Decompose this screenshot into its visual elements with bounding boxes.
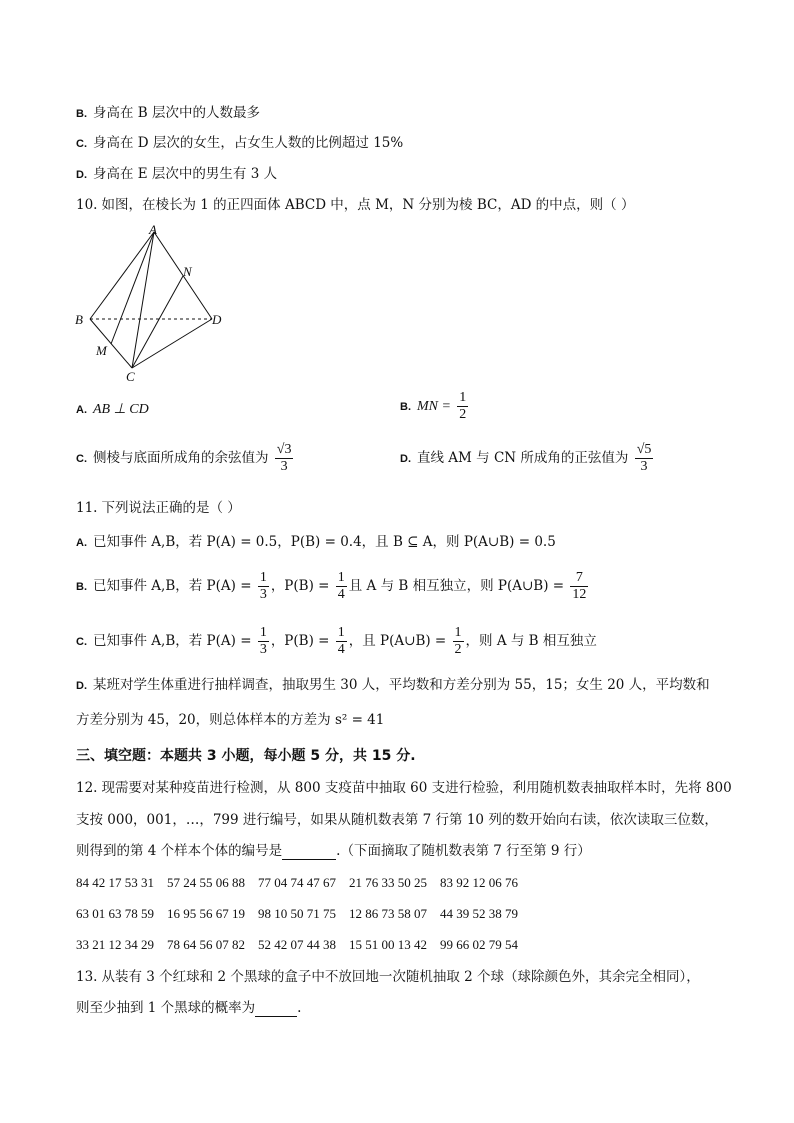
random-table-row: 63 01 63 78 59 16 95 56 67 19 98 10 50 71 75 12 86 73 58 07 44 39 52 38 79 xyxy=(76,906,518,921)
answer-blank[interactable] xyxy=(255,1016,297,1017)
question-number: 10. xyxy=(76,197,98,213)
vertex-label-b: B xyxy=(75,312,83,327)
question-text: 现需要对某种疫苗进行检测，从 800 支疫苗中抽取 60 支进行检验，利用随机数表抽取样本时，先将 800 xyxy=(101,780,732,796)
vertex-label-d: D xyxy=(212,312,222,327)
question-text: 从装有 3 个红球和 2 个黑球的盒子中不放回地一次随机抽取 2 个球（球除颜色外，其余完全相同）， xyxy=(101,969,700,985)
fraction xyxy=(635,442,654,475)
fraction-denominator: 2 xyxy=(459,407,467,422)
fraction-numerator: 7 xyxy=(570,570,588,587)
fraction xyxy=(457,390,468,423)
q11-option-b xyxy=(76,570,590,603)
option-text: 身高在 B 层次中的人数最多 xyxy=(93,105,261,121)
vertex-label-n: N xyxy=(183,264,192,279)
option-label: D. xyxy=(400,453,411,465)
option-text: 某班对学生体重进行抽样调查，抽取男生 30 人，平均数和方差分别为 55，15；女生 20 人，平均数和 xyxy=(93,677,710,693)
q11-option-d-line2 xyxy=(76,711,384,729)
fraction-numerator: 1 xyxy=(337,625,345,640)
q11-option-c xyxy=(76,625,597,658)
option-label: A. xyxy=(76,404,87,416)
option-text: 方差分别为 45，20，则总体样本的方差为 s² = 41 xyxy=(76,712,385,728)
option-text: 已知事件 A,B，若 P(A) = 0.5，P(B) = 0.4，且 B ⊆ A，则 P(A∪B) = 0.5 xyxy=(93,534,556,550)
q9-option-c xyxy=(76,134,403,153)
question-text: 下列说法正确的是（ ） xyxy=(101,500,241,516)
q11-option-a xyxy=(76,533,556,552)
question-text: 则得到的第 4 个样本个体的编号是 xyxy=(76,843,283,859)
option-text-3: 且 A 与 B 相互独立，则 P(A∪B) = xyxy=(348,578,565,594)
option-text-1: 已知事件 A,B，若 P(A) = xyxy=(93,633,252,649)
option-label: B. xyxy=(400,401,411,413)
option-label: C. xyxy=(76,636,87,648)
edge-ab xyxy=(90,232,154,319)
q10-option-b xyxy=(400,390,470,423)
option-prefix: 侧棱与底面所成角的余弦值为 xyxy=(93,450,269,466)
fraction-denominator: 3 xyxy=(640,459,648,474)
question-number: 12. xyxy=(76,780,98,796)
q9-option-b xyxy=(76,104,260,123)
option-text-2: ，P(B) = xyxy=(270,578,330,594)
question-number: 11. xyxy=(76,500,98,516)
fraction-numerator: 1 xyxy=(459,390,467,405)
random-table-row: 84 42 17 53 31 57 24 55 06 88 77 04 74 47 67 21 76 33 50 25 83 92 12 06 76 xyxy=(76,875,518,890)
q10-stem xyxy=(76,196,634,214)
option-label: A. xyxy=(76,537,87,549)
option-label: B. xyxy=(76,108,87,120)
option-text-2: ，P(B) = xyxy=(270,633,330,649)
question-text: 支按 000，001，…，799 进行编号，如果从随机数表第 7 行第 10 列的数开始向右读，依次读取三位数， xyxy=(76,812,718,828)
vertex-label-c: C xyxy=(126,369,135,382)
q12-line3 xyxy=(76,842,591,860)
fraction-denominator: 2 xyxy=(454,642,462,657)
fraction-numerator: 1 xyxy=(259,625,267,640)
fraction-denominator: 3 xyxy=(280,459,288,474)
q9-option-d xyxy=(76,165,277,184)
question-text: .（下面摘取了随机数表第 7 行至第 9 行） xyxy=(336,843,591,859)
fraction-numerator: √3 xyxy=(276,442,292,457)
option-text-1: 已知事件 A,B，若 P(A) = xyxy=(93,578,252,594)
option-label: B. xyxy=(76,581,87,593)
fraction xyxy=(258,570,269,603)
q12-line2 xyxy=(76,811,718,829)
q12-line1 xyxy=(76,779,732,797)
option-label: C. xyxy=(76,138,87,150)
question-text: 则至少抽到 1 个黑球的概率为 xyxy=(76,1000,256,1016)
fraction xyxy=(258,625,269,658)
random-table-row: 33 21 12 34 29 78 64 56 07 82 52 42 07 44 38 15 51 00 13 42 99 66 02 79 54 xyxy=(76,937,518,952)
option-prefix: 直线 AM 与 CN 所成角的正弦值为 xyxy=(417,450,629,466)
vertex-label-m: M xyxy=(96,343,107,358)
answer-blank[interactable] xyxy=(282,859,336,860)
question-number: 13. xyxy=(76,969,98,985)
q10-option-c xyxy=(76,442,295,475)
q13-line1 xyxy=(76,968,700,986)
option-text: 身高在 D 层次的女生，占女生人数的比例超过 15% xyxy=(93,135,404,151)
fraction-denominator: 3 xyxy=(259,642,267,657)
fraction xyxy=(336,570,347,603)
fraction-numerator: 1 xyxy=(337,570,345,585)
fraction xyxy=(275,442,294,475)
q11-stem xyxy=(76,499,241,517)
question-text: . xyxy=(297,1000,302,1016)
option-text: AB ⊥ CD xyxy=(93,402,149,417)
vertex-label-a: A xyxy=(149,222,157,237)
fraction-denominator: 4 xyxy=(337,642,345,657)
option-text-4: ，则 A 与 B 相互独立 xyxy=(465,633,597,649)
fraction-denominator: 4 xyxy=(337,587,345,602)
fraction xyxy=(336,625,347,658)
q13-line2 xyxy=(76,999,301,1017)
option-label: D. xyxy=(76,680,87,692)
section-title: 三、填空题：本题共 3 小题，每小题 5 分，共 15 分. xyxy=(76,748,416,764)
option-label: D. xyxy=(76,169,87,181)
fraction-numerator: √5 xyxy=(636,442,652,457)
option-prefix: MN = xyxy=(417,399,451,414)
option-label: C. xyxy=(76,453,87,465)
fraction-numerator: 1 xyxy=(259,570,267,585)
option-text: 身高在 E 层次中的男生有 3 人 xyxy=(93,166,278,182)
fraction-denominator: 3 xyxy=(259,587,267,602)
fraction-denominator: 12 xyxy=(572,587,587,602)
q11-option-d-line1 xyxy=(76,676,710,695)
fraction-numerator: 1 xyxy=(454,625,462,640)
tetrahedron-figure xyxy=(72,222,232,382)
option-text-3: ，且 P(A∪B) = xyxy=(348,633,447,649)
fraction xyxy=(570,570,588,603)
question-text: 如图，在棱长为 1 的正四面体 ABCD 中，点 M，N 分别为棱 BC，AD 的中点，则（ ） xyxy=(101,197,635,213)
q10-option-a xyxy=(76,400,149,419)
edge-cd xyxy=(132,319,212,368)
fraction xyxy=(453,625,464,658)
segment-am xyxy=(111,232,154,344)
q10-option-d xyxy=(400,442,655,475)
